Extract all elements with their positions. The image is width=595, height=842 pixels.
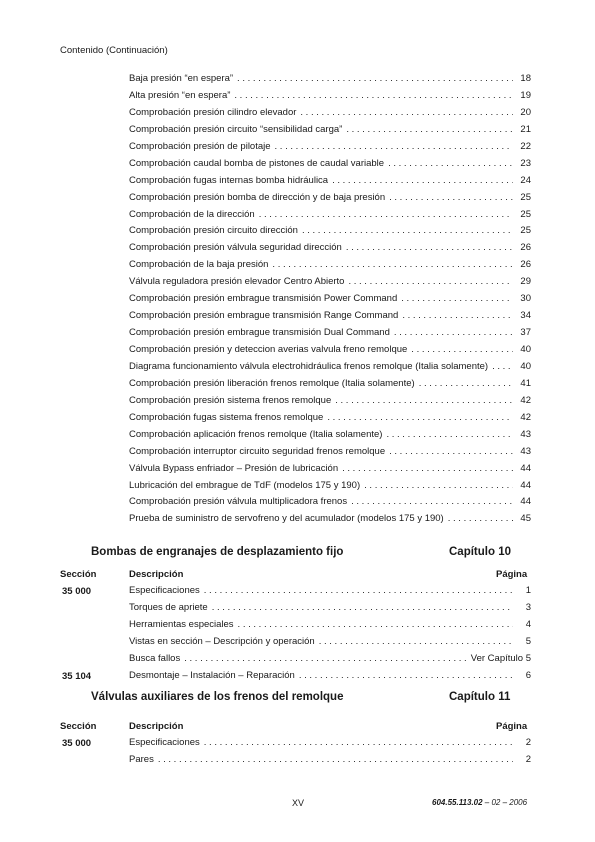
toc-entry [129, 602, 531, 619]
dot-leader [492, 361, 513, 372]
toc-entry-title: Vistas en sección – Descripción y operación [129, 635, 315, 647]
toc-entry [129, 225, 531, 242]
toc-entry-page: 25 [520, 208, 531, 220]
page-number: XV [292, 798, 305, 808]
dot-leader [204, 737, 513, 748]
dot-leader [335, 395, 513, 406]
toc-entry-page: 43 [520, 445, 531, 457]
ch10-col-page: Página [496, 569, 528, 580]
chapter-11-title: Válvulas auxiliares de los frenos del remolque [91, 691, 344, 703]
toc-entry-page: 44 [520, 462, 531, 474]
document-code [432, 798, 527, 807]
toc-continued-list [129, 73, 531, 530]
dot-leader [299, 670, 513, 681]
toc-entry-page: Ver Capítulo 5 [470, 652, 531, 664]
dot-leader [394, 327, 513, 338]
toc-entry-title: Especificaciones [129, 737, 200, 748]
toc-entry [129, 141, 531, 158]
toc-entry [129, 636, 531, 653]
toc-entry-page: 40 [520, 360, 531, 372]
toc-entry-page: 4 [525, 618, 531, 630]
toc-entry-page: 44 [520, 496, 531, 508]
toc-entry-title: Comprobación presión cilindro elevador [129, 106, 297, 118]
dot-leader [300, 107, 513, 118]
dot-leader [234, 90, 513, 101]
toc-entry-page: 34 [520, 310, 531, 322]
toc-entry-page: 18 [520, 73, 531, 84]
toc-entry-title: Comprobación presión circuito dirección [129, 225, 298, 237]
dot-leader [401, 293, 513, 304]
toc-entry [129, 344, 531, 361]
toc-entry-title: Comprobación presión válvula seguridad dirección [129, 242, 342, 254]
toc-entry [129, 242, 531, 259]
dot-leader [212, 602, 513, 613]
dot-leader [302, 225, 513, 236]
dot-leader [259, 209, 513, 220]
toc-entry-page: 42 [520, 411, 531, 423]
dot-leader [272, 259, 513, 270]
dot-leader [204, 585, 513, 596]
toc-entry [129, 585, 531, 602]
toc-entry-title: Torques de apriete [129, 601, 208, 613]
toc-entry [129, 412, 531, 429]
toc-entry [129, 496, 531, 513]
toc-entry-title: Comprobación presión circuito “sensibilidad carga” [129, 123, 343, 135]
toc-entry [129, 446, 531, 463]
toc-entry-title: Busca fallos [129, 652, 181, 664]
toc-entry-title: Comprobación fugas sistema frenos remolque [129, 411, 324, 423]
toc-entry [129, 378, 531, 395]
dot-leader [388, 158, 513, 169]
toc-entry-title: Lubricación del embrague de TdF (modelos 175 y 190) [129, 479, 361, 491]
section-code: 35 000 [62, 738, 92, 749]
ch10-col-section: Sección [60, 569, 97, 580]
dot-leader [275, 141, 513, 152]
dot-leader [184, 653, 467, 664]
toc-entry [129, 653, 531, 670]
toc-entry-page: 26 [520, 242, 531, 254]
toc-entry [129, 175, 531, 192]
toc-entry-title: Comprobación de la dirección [129, 208, 255, 220]
toc-entry-page: 43 [520, 428, 531, 440]
toc-entry-title: Baja presión “en espera” [129, 73, 234, 84]
toc-entry-page: 26 [520, 259, 531, 271]
toc-entry-title: Comprobación presión embrague transmisión Dual Command [129, 327, 390, 339]
dot-leader [327, 412, 513, 423]
toc-entry [129, 192, 531, 209]
toc-entry-title: Comprobación presión sistema frenos remolque [129, 394, 332, 406]
toc-entry [129, 361, 531, 378]
dot-leader [348, 276, 513, 287]
toc-entry [129, 619, 531, 636]
toc-entry-page: 42 [520, 394, 531, 406]
toc-entry [129, 293, 531, 310]
toc-entry-page: 29 [520, 276, 531, 288]
toc-entry [129, 276, 531, 293]
dot-leader [364, 480, 513, 491]
dot-leader [319, 636, 513, 647]
chapter-10-table [129, 585, 531, 687]
toc-entry-title: Comprobación caudal bomba de pistones de caudal variable [129, 157, 385, 169]
toc-entry-page: 19 [520, 89, 531, 101]
toc-entry [129, 463, 531, 480]
toc-entry [129, 107, 531, 124]
toc-entry-page: 21 [520, 123, 531, 135]
toc-entry-title: Alta presión “en espera” [129, 89, 231, 101]
section-code: 35 104 [62, 670, 92, 682]
toc-entry-title: Herramientas especiales [129, 618, 234, 630]
running-header: Contenido (Continuación) [60, 45, 168, 56]
toc-entry-page: 23 [520, 157, 531, 169]
toc-entry-title: Desmontaje – Instalación – Reparación [129, 669, 295, 681]
toc-entry [129, 670, 531, 687]
toc-entry-page: 6 [525, 669, 531, 681]
dot-leader [237, 73, 513, 84]
dot-leader [332, 175, 513, 186]
ch11-col-description: Descripción [129, 721, 184, 732]
toc-entry [129, 158, 531, 175]
toc-entry-page: 30 [520, 293, 531, 305]
toc-entry [129, 480, 531, 497]
toc-entry [129, 259, 531, 276]
toc-entry-title: Diagrama funcionamiento válvula electrohidráulica frenos remolque (Italia solamente) [129, 360, 489, 372]
dot-leader [351, 496, 513, 507]
toc-entry-title: Válvula Bypass enfriador – Presión de lubricación [129, 462, 339, 474]
toc-entry [129, 209, 531, 226]
section-code: 35 000 [62, 586, 92, 597]
toc-entry [129, 754, 531, 771]
toc-entry [129, 90, 531, 107]
toc-entry-title: Especificaciones [129, 585, 200, 596]
toc-entry-title: Prueba de suministro de servofreno y del acumulador (modelos 175 y 190) [129, 513, 444, 525]
dot-leader [238, 619, 513, 630]
dot-leader [448, 513, 513, 524]
dot-leader [346, 242, 513, 253]
toc-entry-page: 20 [520, 106, 531, 118]
toc-entry-title: Comprobación interruptor circuito seguridad frenos remolque [129, 445, 386, 457]
dot-leader [419, 378, 513, 389]
toc-entry-title: Comprobación presión y deteccion averias valvula freno remolque [129, 344, 408, 355]
dot-leader [386, 429, 513, 440]
toc-entry [129, 513, 531, 530]
toc-entry-page: 45 [520, 513, 531, 525]
toc-entry-page: 1 [525, 585, 531, 596]
toc-entry [129, 327, 531, 344]
doc-code: 604.55.113.02 [432, 798, 483, 807]
toc-entry [129, 737, 531, 754]
chapter-10-number: Capítulo 10 [449, 546, 511, 558]
toc-entry [129, 73, 531, 90]
toc-entry [129, 124, 531, 141]
toc-entry [129, 429, 531, 446]
toc-entry-title: Pares [129, 753, 154, 765]
toc-entry-page: 3 [525, 601, 531, 613]
toc-entry [129, 395, 531, 412]
chapter-10-title: Bombas de engranajes de desplazamiento fijo [91, 546, 344, 558]
toc-entry-title: Comprobación presión embrague transmisión Power Command [129, 293, 398, 305]
toc-entry-page: 25 [520, 191, 531, 203]
dot-leader [389, 192, 513, 203]
ch11-col-page: Página [496, 721, 528, 732]
chapter-11-number: Capítulo 11 [449, 691, 511, 703]
toc-entry-title: Comprobación aplicación frenos remolque (Italia solamente) [129, 428, 383, 440]
toc-entry-title: Comprobación presión de pilotaje [129, 140, 271, 152]
toc-entry-title: Comprobación presión embrague transmisión Range Command [129, 310, 399, 322]
ch11-col-section: Sección [60, 721, 97, 732]
toc-entry-title: Comprobación fugas internas bomba hidráulica [129, 174, 329, 186]
toc-entry-page: 41 [520, 377, 531, 389]
toc-entry-title: Comprobación de la baja presión [129, 259, 269, 271]
toc-entry-page: 2 [525, 737, 531, 748]
ch10-col-description: Descripción [129, 569, 184, 580]
dot-leader [402, 310, 513, 321]
toc-entry-page: 40 [520, 344, 531, 355]
toc-entry-page: 2 [525, 753, 531, 765]
dot-leader [342, 463, 513, 474]
toc-entry-page: 44 [520, 479, 531, 491]
toc-entry-page: 37 [520, 327, 531, 339]
dot-leader [389, 446, 513, 457]
doc-date: – 02 – 2006 [482, 798, 528, 807]
dot-leader [411, 344, 513, 355]
dot-leader [346, 124, 513, 135]
toc-entry [129, 310, 531, 327]
toc-entry-page: 25 [520, 225, 531, 237]
toc-entry-page: 5 [525, 635, 531, 647]
dot-leader [158, 754, 513, 765]
toc-entry-title: Comprobación presión liberación frenos remolque (Italia solamente) [129, 377, 415, 389]
chapter-11-table [129, 737, 531, 771]
toc-entry-title: Comprobación presión válvula multiplicadora frenos [129, 496, 348, 508]
toc-entry-title: Comprobación presión bomba de dirección y de baja presión [129, 191, 386, 203]
toc-entry-page: 24 [520, 174, 531, 186]
toc-entry-title: Válvula reguladora presión elevador Centro Abierto [129, 276, 345, 288]
toc-entry-page: 22 [520, 140, 531, 152]
